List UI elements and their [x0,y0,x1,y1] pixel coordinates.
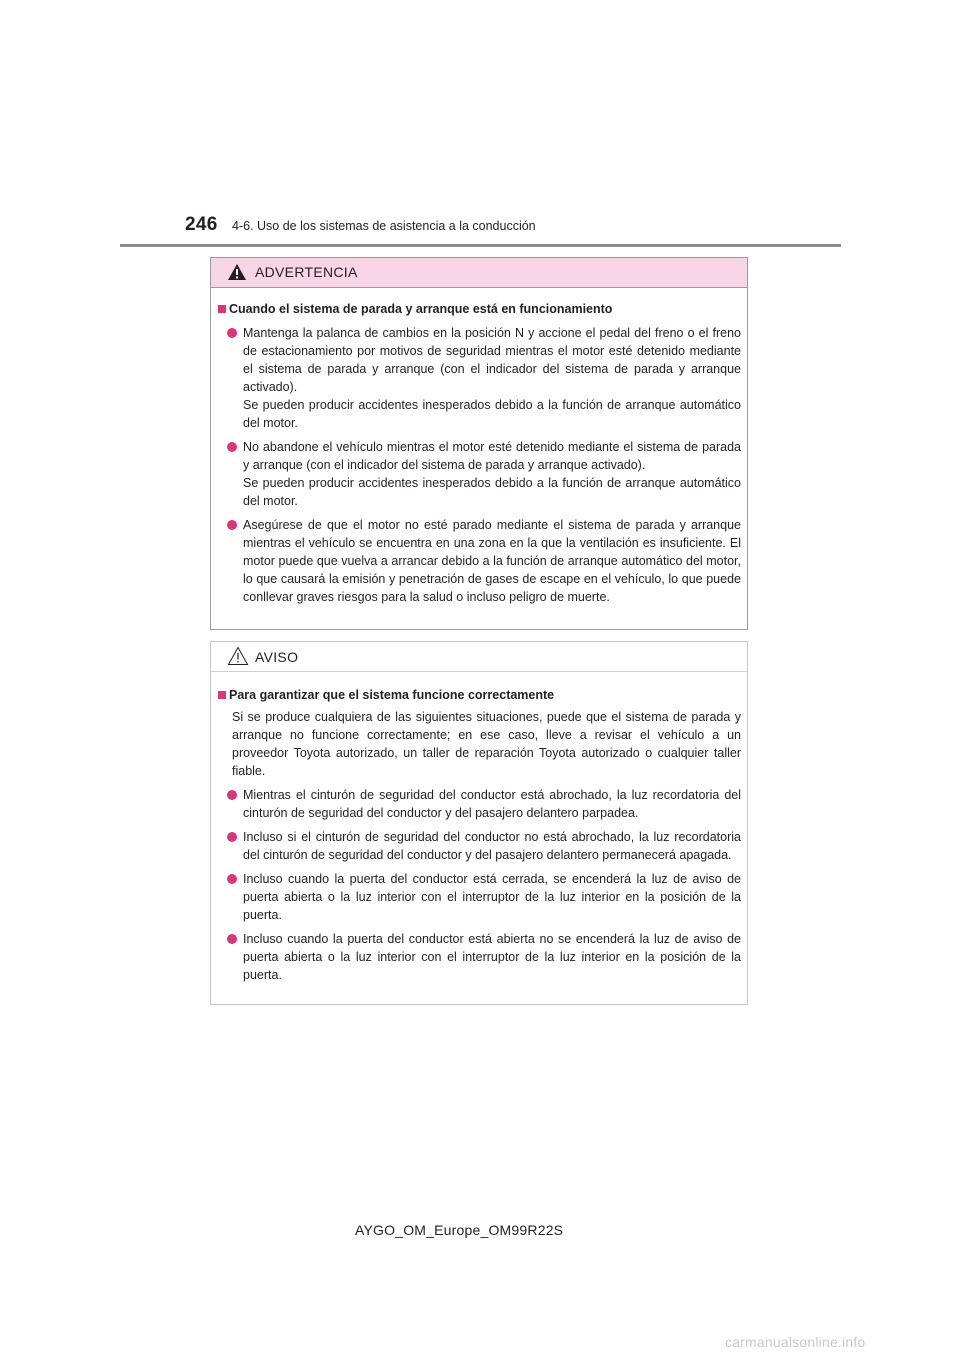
bullet-dot-icon [227,442,237,452]
warning-item-text: No abandone el vehículo mientras el motor esté detenido mediante el sistema de parada y arranque (con el indicador del sistema de parada y arranque activado). [243,440,741,472]
square-bullet-icon [218,691,226,699]
warning-item-text: Se pueden producir accidentes inesperados debido a la función de arranque automático del motor. [243,476,741,508]
square-bullet-icon [218,305,226,313]
notice-body [211,672,747,984]
notice-title: AVISO [255,649,299,665]
notice-item-text: Incluso si el cinturón de seguridad del conductor no está abrochado, la luz recordatoria del cinturón de seguridad del conductor y del pasajero delantero permanecerá apagada. [243,830,741,862]
page-number: 246 [185,214,218,235]
warning-item-text: Mantenga la palanca de cambios en la posición N y accione el pedal del freno o el freno de estacionamiento por motivos de seguridad mientras el motor esté detenido mediante el sistema de parada y arranque (con el indicador del sistema de parada y arranque activado). [243,326,741,394]
bullet-dot-icon [227,832,237,842]
notice-item-text: Incluso cuando la puerta del conductor está cerrada, se encenderá la luz de aviso de puerta abierta o la luz interior con el interruptor de la luz interior en la posición de la puerta. [243,872,741,922]
warning-item [218,516,741,606]
notice-intro: Si se produce cualquiera de las siguientes situaciones, puede que el sistema de parada y arranque no funcione correctamente; en ese caso, lleve a revisar el vehículo a un proveedor Toyota autorizado, un taller de reparación Toyota autorizado o cualquier taller fiable. [232,710,741,778]
notice-item [218,930,741,984]
notice-subhead-text: Para garantizar que el sistema funcione correctamente [229,688,555,702]
warning-header [211,258,747,288]
bullet-dot-icon [227,790,237,800]
warning-triangle-icon [227,263,247,281]
bullet-dot-icon [227,934,237,944]
section-title: 4-6. Uso de los sistemas de asistencia a la conducción [232,219,536,233]
warning-item [218,324,741,432]
warning-item-text: Se pueden producir accidentes inesperados debido a la función de arranque automático del motor. [243,398,741,430]
notice-header [211,642,747,672]
bullet-dot-icon [227,328,237,338]
warning-subhead [218,300,741,318]
document-code: AYGO_OM_Europe_OM99R22S [355,1222,564,1238]
warning-item-text: Asegúrese de que el motor no esté parado mediante el sistema de parada y arranque mientras el vehículo se encuentra en una zona en la que la ventilación es insuficiente. El motor puede que vuelva a arrancar debido a la función de arranque automático del motor, lo que causará la emisión y penetración de gases de escape en el vehículo, lo que puede conllevar graves riesgos para la salud o incluso peligro de muerte. [243,518,741,604]
notice-item-text: Mientras el cinturón de seguridad del conductor está abrochado, la luz recordatoria del cinturón de seguridad del conductor y del pasajero delantero parpadea. [243,788,741,820]
warning-box [210,257,748,630]
notice-item [218,786,741,822]
notice-item [218,828,741,864]
bullet-dot-icon [227,874,237,884]
header-rule [120,244,841,247]
warning-title: ADVERTENCIA [255,264,358,280]
warning-item [218,438,741,510]
notice-subhead [218,686,741,704]
bullet-dot-icon [227,520,237,530]
notice-box [210,641,748,1005]
notice-item [218,870,741,924]
warning-subhead-text: Cuando el sistema de parada y arranque está en funcionamiento [229,302,613,316]
notice-item-text: Incluso cuando la puerta del conductor está abierta no se encenderá la luz de aviso de puerta abierta o la luz interior con el interruptor de la luz interior en la posición de la puerta. [243,932,741,982]
warning-body [211,288,747,606]
caution-outline-triangle-icon [227,646,249,666]
watermark[interactable]: carmanualsonline.info [725,1334,866,1350]
